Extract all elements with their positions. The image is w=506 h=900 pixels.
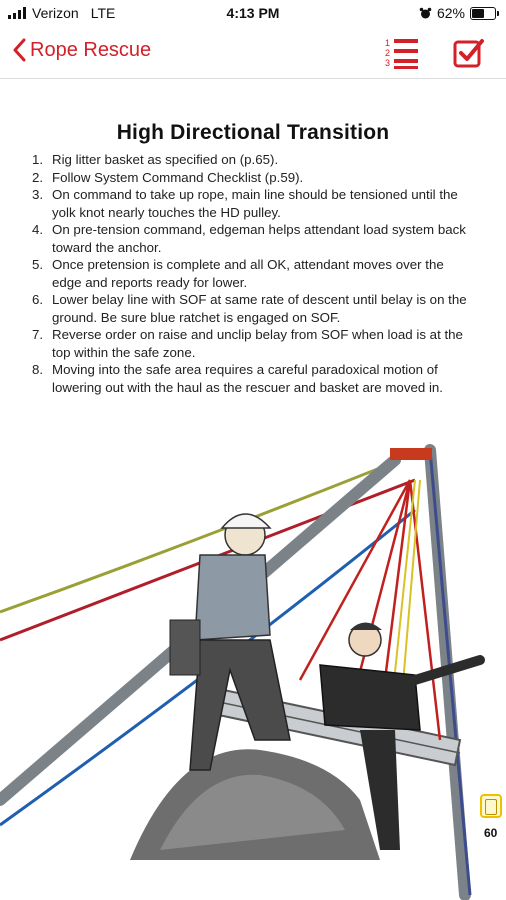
step-text: Follow System Command Checklist (p.59).: [52, 169, 304, 185]
alarm-icon: [419, 7, 432, 20]
step-text: Once pretension is complete and all OK, attendant moves over the edge and reports ready for lower.: [52, 257, 444, 290]
svg-text:3: 3: [385, 58, 391, 68]
step-item: [32, 221, 472, 256]
navigation-bar: [0, 28, 506, 79]
chevron-left-icon: [12, 38, 26, 62]
step-number: 4.: [32, 222, 44, 237]
page-number: 60: [484, 826, 498, 840]
step-text: Reverse order on raise and unclip belay from SOF when load is at the top within the safe zone.: [52, 327, 463, 360]
carrier-label: Verizon: [32, 5, 79, 21]
status-time: 4:13 PM: [226, 5, 280, 21]
step-number: 8.: [32, 362, 44, 377]
svg-text:2: 2: [385, 48, 391, 58]
step-item: [32, 186, 472, 221]
step-item: [32, 361, 472, 396]
step-text: Rig litter basket as specified on (p.65).: [52, 152, 279, 167]
svg-text:1: 1: [385, 38, 391, 48]
network-label: LTE: [90, 5, 116, 21]
step-number: 6.: [32, 292, 44, 307]
page-title: High Directional Transition: [116, 121, 390, 144]
step-number: 2.: [32, 169, 44, 185]
back-label: Rope Rescue: [30, 38, 152, 61]
step-number: 7.: [32, 327, 44, 342]
step-number: 5.: [32, 257, 44, 272]
step-text: On pre-tension command, edgeman helps attendant load system back toward the anchor.: [52, 222, 466, 255]
steps-list: [32, 151, 472, 396]
numbered-list-icon[interactable]: [384, 36, 420, 70]
status-right: [419, 5, 496, 21]
step-text: On command to take up rope, main line should be tensioned until the yolk knot nearly touches the HD pulley.: [52, 187, 458, 220]
step-number: 3.: [32, 187, 44, 202]
step-text: Lower belay line with SOF at same rate of descent until belay is on the ground. Be sure blue ratchet is engaged on SOF.: [52, 292, 467, 325]
bookmark-icon[interactable]: [480, 794, 502, 818]
step-text: Moving into the safe area requires a careful paradoxical motion of lowering out with the haul as the rescuer and basket are moved in.: [52, 362, 444, 395]
step-item: [32, 326, 472, 361]
step-number: 1.: [32, 152, 44, 167]
step-item: [32, 291, 472, 326]
step-item: [32, 151, 472, 169]
checkbox-check-icon[interactable]: [452, 37, 484, 69]
battery-icon: [470, 7, 496, 20]
rescue-illustration: [0, 440, 506, 900]
back-button[interactable]: [12, 38, 151, 62]
battery-percent: 62%: [436, 5, 465, 21]
step-item: [32, 169, 472, 187]
step-item: [32, 256, 472, 291]
status-bar: [0, 0, 506, 28]
